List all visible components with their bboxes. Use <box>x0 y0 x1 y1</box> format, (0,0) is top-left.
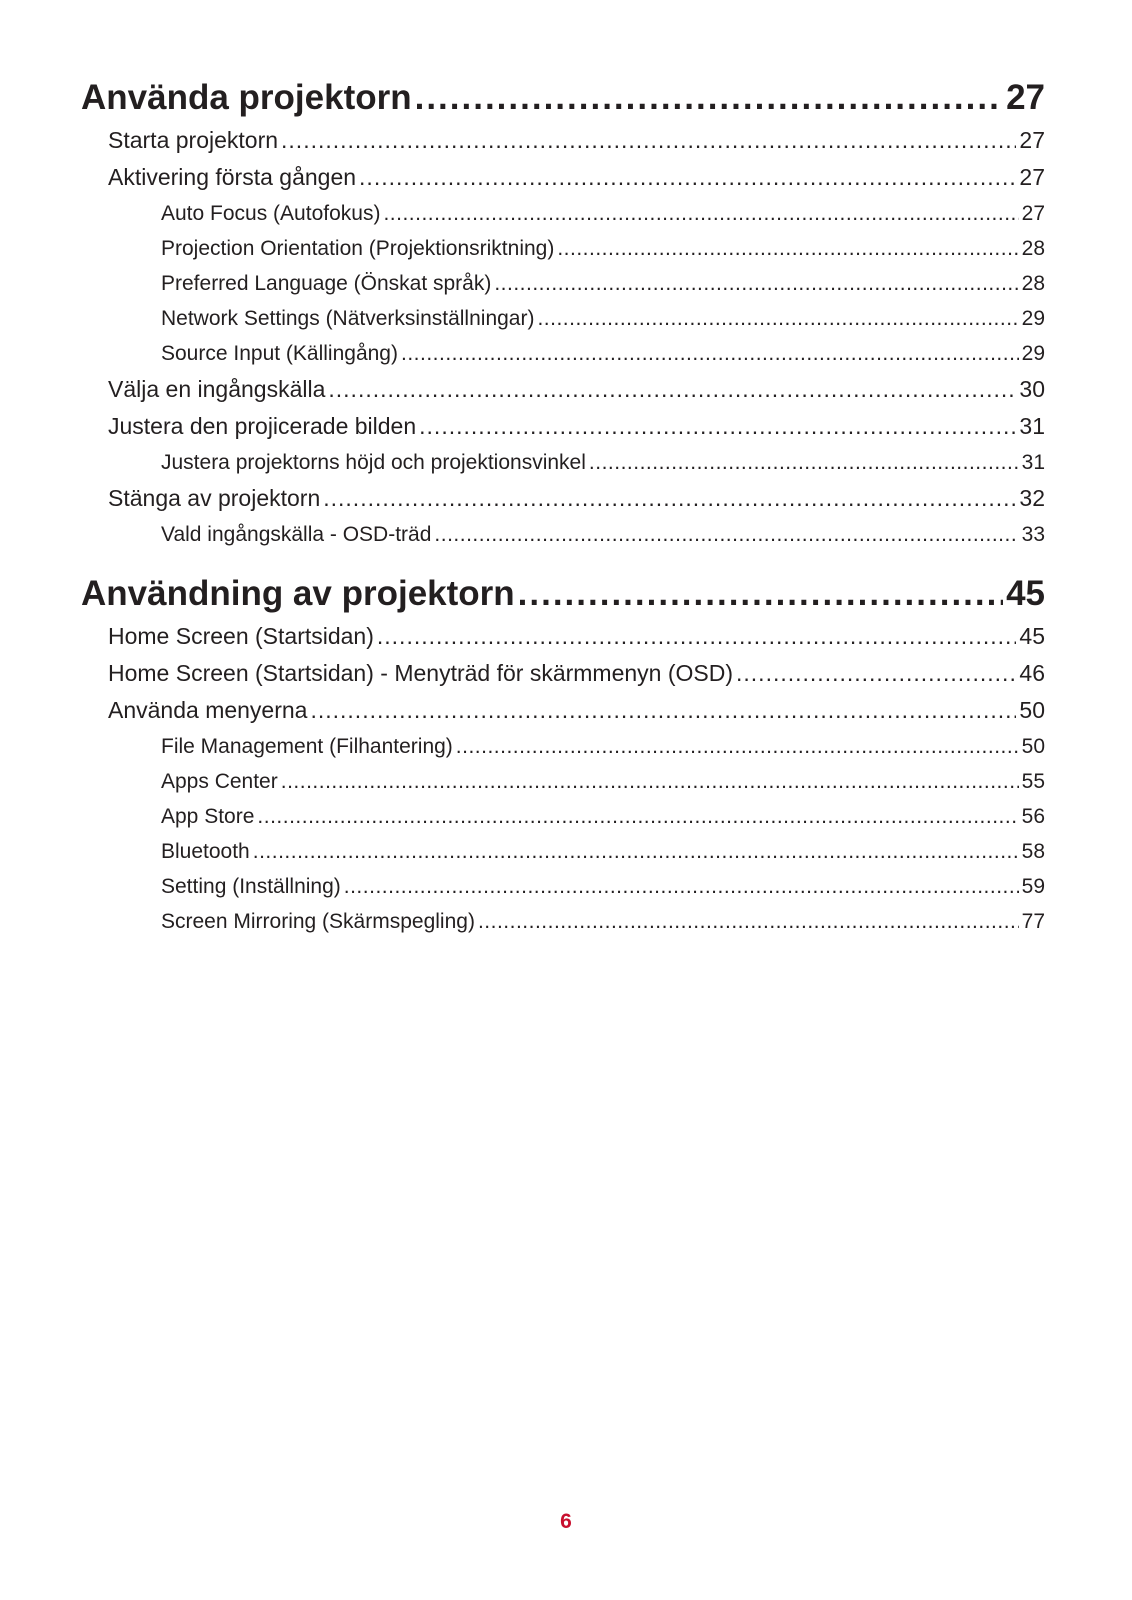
toc-chapter-heading[interactable] <box>81 570 1045 618</box>
toc-entry[interactable] <box>81 122 1045 159</box>
dot-leader <box>456 729 1019 764</box>
dot-leader <box>434 517 1018 552</box>
dot-leader <box>383 196 1018 231</box>
toc-entry-page: 28 <box>1021 272 1045 295</box>
toc-entry-page: 46 <box>1019 660 1045 686</box>
toc-entry-page: 32 <box>1019 485 1045 511</box>
toc-entry-page: 27 <box>1006 78 1045 117</box>
dot-leader <box>537 301 1018 336</box>
dot-leader <box>518 570 1003 618</box>
toc-entry-page: 55 <box>1021 770 1045 793</box>
toc-entry-title: Bluetooth <box>161 840 250 863</box>
toc-subentry[interactable] <box>81 445 1045 480</box>
toc-entry[interactable] <box>81 692 1045 729</box>
dot-leader <box>736 655 1016 692</box>
toc-entry-page: 77 <box>1021 910 1045 933</box>
dot-leader <box>494 266 1018 301</box>
toc-entry-title: Apps Center <box>161 770 278 793</box>
toc-subentry[interactable] <box>81 196 1045 231</box>
toc-entry-page: 31 <box>1021 451 1045 474</box>
toc-subentry[interactable] <box>81 517 1045 552</box>
dot-leader <box>415 74 1003 122</box>
toc-entry-title: Vald ingångskälla - OSD-träd <box>161 523 432 546</box>
toc-entry-title: Home Screen (Startsidan) - Menyträd för skärmmenyn (OSD) <box>108 660 734 686</box>
toc-entry-title: Starta projektorn <box>108 127 279 153</box>
toc-entry-page: 27 <box>1021 202 1045 225</box>
toc-entry-page: 45 <box>1019 623 1045 649</box>
toc-subentry[interactable] <box>81 799 1045 834</box>
toc-entry-page: 50 <box>1021 735 1045 758</box>
toc-entry-title: Välja en ingångskälla <box>108 376 326 402</box>
toc-subentry[interactable] <box>81 764 1045 799</box>
toc-entry[interactable] <box>81 159 1045 196</box>
toc-entry-title: Användning av projektorn <box>81 574 515 613</box>
dot-leader <box>323 480 1016 517</box>
toc-entry-title: Justera projektorns höjd och projektionsvinkel <box>161 451 586 474</box>
dot-leader <box>359 159 1016 196</box>
toc-entry-title: Screen Mirroring (Skärmspegling) <box>161 910 475 933</box>
toc-subentry[interactable] <box>81 904 1045 939</box>
dot-leader <box>310 692 1016 729</box>
table-of-contents <box>81 74 1045 939</box>
dot-leader <box>478 904 1019 939</box>
toc-subentry[interactable] <box>81 729 1045 764</box>
toc-entry-title: Source Input (Källingång) <box>161 342 398 365</box>
toc-subentry[interactable] <box>81 869 1045 904</box>
toc-chapter-heading[interactable] <box>81 74 1045 122</box>
toc-entry-page: 59 <box>1021 875 1045 898</box>
chapter-spacer <box>81 552 1045 570</box>
dot-leader <box>344 869 1019 904</box>
toc-entry-page: 28 <box>1021 237 1045 260</box>
toc-entry-page: 50 <box>1019 697 1045 723</box>
toc-entry-title: Använda menyerna <box>108 697 308 723</box>
toc-entry-title: Setting (Inställning) <box>161 875 341 898</box>
dot-leader <box>419 408 1016 445</box>
toc-entry-page: 31 <box>1019 413 1045 439</box>
dot-leader <box>253 834 1019 869</box>
toc-entry[interactable] <box>81 618 1045 655</box>
toc-entry[interactable] <box>81 371 1045 408</box>
toc-entry[interactable] <box>81 408 1045 445</box>
dot-leader <box>377 618 1017 655</box>
toc-subentry[interactable] <box>81 266 1045 301</box>
page-number: 6 <box>560 1510 572 1533</box>
toc-entry-page: 30 <box>1019 376 1045 402</box>
toc-entry-page: 45 <box>1006 574 1045 613</box>
dot-leader <box>557 231 1018 266</box>
toc-entry-page: 27 <box>1019 127 1045 153</box>
dot-leader <box>281 122 1016 159</box>
toc-entry[interactable] <box>81 655 1045 692</box>
toc-entry-title: Stänga av projektorn <box>108 485 321 511</box>
toc-entry-title: Projection Orientation (Projektionsriktning) <box>161 237 555 260</box>
toc-entry-page: 27 <box>1019 164 1045 190</box>
toc-entry-title: Home Screen (Startsidan) <box>108 623 374 649</box>
toc-entry-page: 29 <box>1021 307 1045 330</box>
dot-leader <box>589 445 1019 480</box>
toc-entry-title: Justera den projicerade bilden <box>108 413 417 439</box>
toc-subentry[interactable] <box>81 834 1045 869</box>
toc-entry-title: Auto Focus (Autofokus) <box>161 202 381 225</box>
toc-subentry[interactable] <box>81 301 1045 336</box>
dot-leader <box>328 371 1016 408</box>
toc-entry-title: File Management (Filhantering) <box>161 735 453 758</box>
toc-entry-title: Använda projektorn <box>81 78 412 117</box>
toc-entry-title: Aktivering första gången <box>108 164 357 190</box>
toc-entry-title: Network Settings (Nätverksinställningar) <box>161 307 535 330</box>
toc-entry-page: 58 <box>1021 840 1045 863</box>
toc-entry-page: 56 <box>1021 805 1045 828</box>
dot-leader <box>401 336 1019 371</box>
toc-entry[interactable] <box>81 480 1045 517</box>
toc-subentry[interactable] <box>81 336 1045 371</box>
toc-entry-page: 29 <box>1021 342 1045 365</box>
dot-leader <box>257 799 1018 834</box>
dot-leader <box>281 764 1019 799</box>
toc-entry-page: 33 <box>1021 523 1045 546</box>
toc-entry-title: Preferred Language (Önskat språk) <box>161 272 492 295</box>
toc-subentry[interactable] <box>81 231 1045 266</box>
toc-entry-title: App Store <box>161 805 255 828</box>
